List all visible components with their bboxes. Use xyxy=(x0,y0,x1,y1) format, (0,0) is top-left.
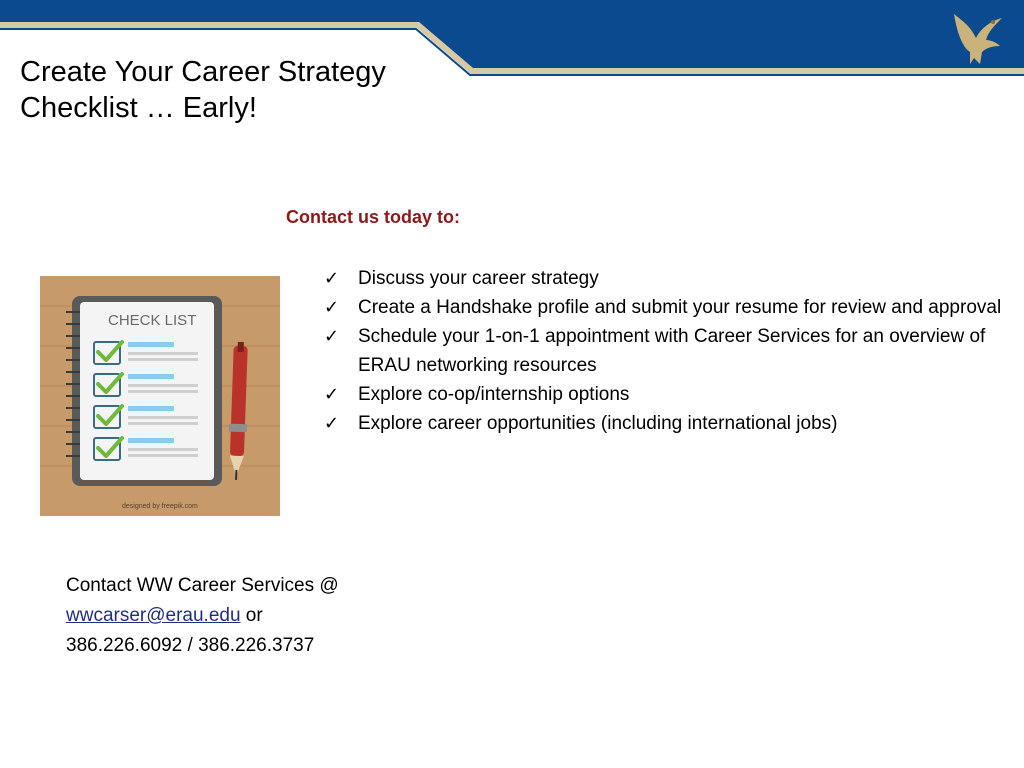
checkmark-icon: ✓ xyxy=(324,326,340,347)
checkmark-icon: ✓ xyxy=(324,297,340,318)
list-item-text: Explore career opportunities (including international jobs) xyxy=(358,413,838,434)
list-item xyxy=(324,380,1024,409)
contact-or-text: or xyxy=(240,605,263,626)
list-item-text: Discuss your career strategy xyxy=(358,268,599,289)
list-item-text: Create a Handshake profile and submit your resume for review and approval xyxy=(358,297,1002,318)
checklist xyxy=(324,264,1024,438)
list-item xyxy=(324,322,1024,380)
checkmark-icon: ✓ xyxy=(324,413,340,434)
list-item xyxy=(324,409,1024,438)
intro-heading: Contact us today to: xyxy=(286,207,460,227)
list-item xyxy=(324,264,1024,293)
list-item-text: Schedule your 1-on-1 appointment with Career Services for an overview of ERAU networking resources xyxy=(358,326,986,376)
contact-block xyxy=(66,571,486,661)
list-item-text: Explore co-op/internship options xyxy=(358,384,630,405)
illustration-credit: designed by freepik.com xyxy=(122,503,198,510)
checkmark-icon: ✓ xyxy=(324,268,340,289)
contact-line: Contact WW Career Services @ xyxy=(66,575,339,596)
page-title: Create Your Career Strategy Checklist … Early! xyxy=(20,56,386,124)
eagle-icon xyxy=(946,8,1006,68)
illustration-heading: CHECK LIST xyxy=(108,312,197,329)
list-item xyxy=(324,293,1024,322)
checkmark-icon: ✓ xyxy=(324,384,340,405)
email-link[interactable]: wwcarser@erau.edu xyxy=(66,605,241,626)
checklist-illustration xyxy=(40,276,280,516)
phone-numbers: 386.226.6092 / 386.226.3737 xyxy=(66,635,315,656)
